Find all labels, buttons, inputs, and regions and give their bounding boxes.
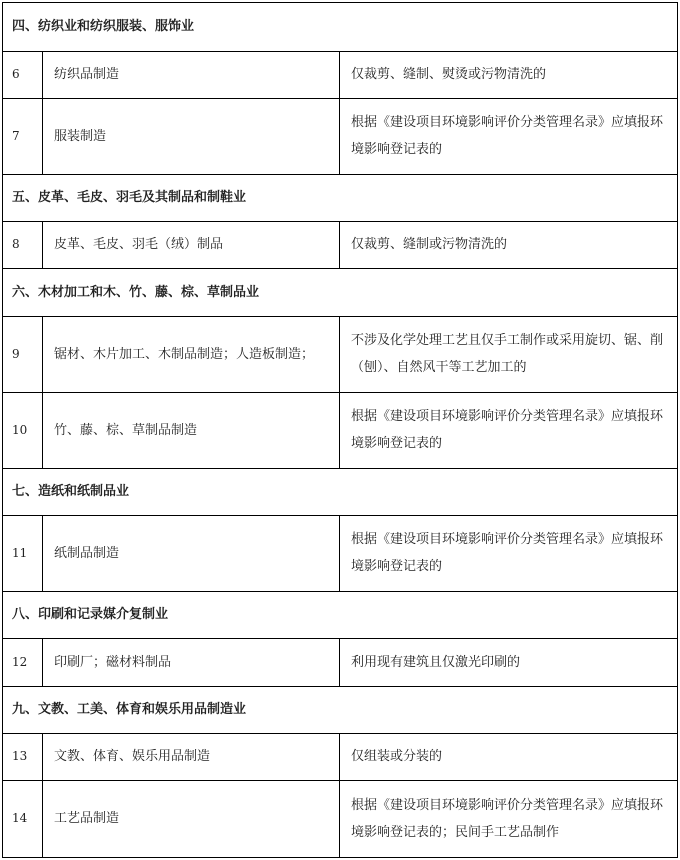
category-name: 印刷厂；磁材料制品 bbox=[54, 654, 172, 670]
condition-note: 仅裁剪、缝制或污物清洗的 bbox=[351, 237, 508, 252]
row-number: 14 bbox=[12, 811, 28, 825]
condition-note bbox=[351, 316, 669, 392]
category-name: 文教、体育、娱乐用品制造 bbox=[54, 749, 211, 764]
condition-note: 仅组装或分装的 bbox=[351, 749, 443, 764]
condition-note: 仅裁剪、缝制、熨烫或污物清洗的 bbox=[351, 67, 547, 82]
section-title: 七、造纸和纸制品业 bbox=[12, 484, 130, 499]
condition-note: 利用现有建筑且仅激光印刷的 bbox=[351, 654, 521, 670]
condition-note-text: 根据《建设项目环境影响评价分类管理名录》应填报环境影响登记表的 bbox=[351, 532, 664, 574]
row-number: 12 bbox=[12, 654, 28, 669]
section-title: 八、印刷和记录媒介复制业 bbox=[12, 607, 169, 622]
condition-note bbox=[351, 515, 669, 591]
category-name bbox=[54, 316, 334, 392]
section-title: 五、皮革、毛皮、羽毛及其制品和制鞋业 bbox=[12, 190, 247, 205]
row-number: 11 bbox=[12, 545, 28, 560]
section-title: 九、文教、工美、体育和娱乐用品制造业 bbox=[12, 702, 247, 717]
section-title: 四、纺织业和纺织服装、服饰业 bbox=[12, 19, 195, 34]
section-title: 六、木材加工和木、竹、藤、棕、草制品业 bbox=[12, 284, 260, 300]
category-name: 竹、藤、棕、草制品制造 bbox=[54, 422, 198, 438]
condition-note bbox=[351, 392, 669, 468]
row-number: 13 bbox=[12, 749, 28, 763]
category-name: 皮革、毛皮、羽毛（绒）制品 bbox=[54, 237, 224, 252]
condition-note bbox=[351, 780, 669, 857]
category-name: 纺织品制造 bbox=[54, 67, 120, 82]
category-name: 服装制造 bbox=[54, 128, 107, 144]
row-number: 10 bbox=[12, 422, 28, 437]
condition-note-text: 根据《建设项目环境影响评价分类管理名录》应填报环境影响登记表的 bbox=[351, 115, 664, 157]
category-name: 工艺品制造 bbox=[54, 811, 120, 826]
regulation-table bbox=[2, 2, 678, 858]
condition-note-text: 根据《建设项目环境影响评价分类管理名录》应填报环境影响登记表的；民间手工艺品制作 bbox=[351, 797, 664, 840]
row-number: 9 bbox=[12, 346, 20, 361]
category-name: 纸制品制造 bbox=[54, 545, 120, 561]
condition-note-text: 根据《建设项目环境影响评价分类管理名录》应填报环境影响登记表的 bbox=[351, 409, 664, 451]
row-number: 8 bbox=[12, 237, 20, 251]
category-name-text: 锯材、木片加工、木制品制造；人造板制造； bbox=[54, 346, 315, 362]
row-number: 6 bbox=[12, 67, 20, 81]
condition-note bbox=[351, 98, 669, 174]
condition-note-text: 不涉及化学处理工艺且仅手工制作或采用旋切、锯、削（刨）、自然风干等工艺加工的 bbox=[351, 333, 664, 375]
row-number: 7 bbox=[12, 128, 20, 143]
